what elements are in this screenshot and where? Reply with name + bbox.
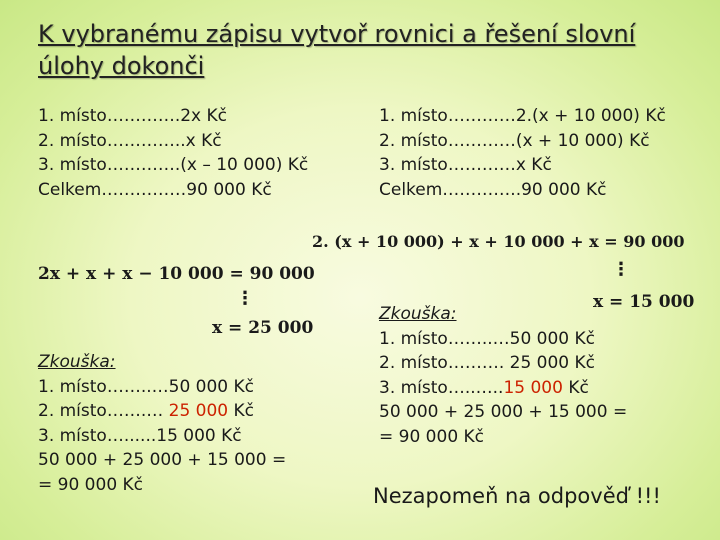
right-setup-line-3: 3. místo…………x Kč <box>379 155 552 175</box>
right-check-line-3-text: 3. místo…..….. <box>379 377 504 398</box>
left-check-heading: Zkouška: <box>38 352 116 372</box>
right-setup-line-1: 1. místo…………2.(x + 10 000) Kč <box>379 106 666 126</box>
left-setup <box>38 104 308 202</box>
left-check <box>38 350 286 497</box>
right-result: x = 15 000 <box>593 292 695 312</box>
right-check-sum-2: = 90 000 Kč <box>379 426 485 447</box>
left-check-line-1: 1. místo……..…50 000 Kč <box>38 376 255 397</box>
right-check-line-1: 1. místo……..…50 000 Kč <box>379 328 596 349</box>
left-equation: 2x + x + x − 10 000 = 90 000 <box>38 264 315 284</box>
left-setup-total: Celkem……………90 000 Kč <box>38 179 272 200</box>
left-check-line-2-text: 2. místo…….… <box>38 401 169 421</box>
right-setup <box>379 104 666 202</box>
left-check-sum-2: = 90 000 Kč <box>38 474 144 495</box>
right-check-heading: Zkouška: <box>379 304 457 324</box>
page-title: K vybranému zápisu vytvoř rovnici a řešení slovní úlohy dokonči <box>38 20 636 80</box>
left-check-line-2-unit: Kč <box>228 401 255 421</box>
right-setup-line-2: 2. místo…………(x + 10 000) Kč <box>379 130 650 151</box>
left-check-sum-1: 50 000 + 25 000 + 15 000 = <box>38 450 287 470</box>
right-check <box>379 302 627 449</box>
right-check-sum-1: 50 000 + 25 000 + 15 000 = <box>379 402 628 422</box>
left-vdots: ⋮ <box>236 288 254 309</box>
right-check-highlight: 15 000 <box>503 377 563 398</box>
left-check-line-3: 3. místo…......15 000 Kč <box>38 425 242 446</box>
left-check-line-2 <box>38 399 286 424</box>
left-setup-line-3: 3. místo………….(x – 10 000) Kč <box>38 155 309 175</box>
left-result: x = 25 000 <box>212 318 314 338</box>
left-setup-line-1: 1. místo………….2x Kč <box>38 106 228 126</box>
answer-reminder: Nezapomeň na odpověď !!! <box>373 484 661 508</box>
right-check-line-3 <box>379 376 627 401</box>
right-check-line-3-unit: Kč <box>562 377 589 398</box>
left-setup-line-2: 2. místo…………..x Kč <box>38 130 222 151</box>
right-setup-total: Celkem…………..90 000 Kč <box>379 179 607 200</box>
left-check-highlight: 25 000 <box>168 401 229 421</box>
right-vdots: ⋮ <box>612 259 630 280</box>
right-check-line-2: 2. místo………. 25 000 Kč <box>379 353 596 373</box>
right-equation: 2. (x + 10 000) + x + 10 000 + x = 90 000 <box>312 232 685 251</box>
